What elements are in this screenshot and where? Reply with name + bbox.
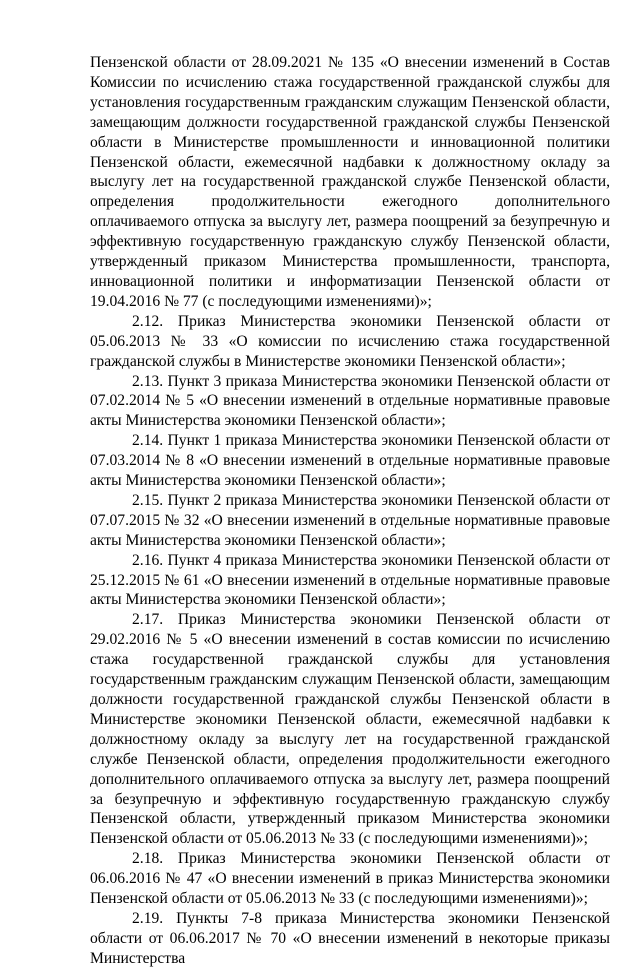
paragraph-continuation: Пензенской области от 28.09.2021 № 135 «О внесении изменений в Состав Комиссии по исчислению стажа государственной гражданской службы для установления государственным гражданским служащим Пензенской области, замещающим должности государственной гражданской службы Пензенской области в Министерстве промышленности и инновационной политики Пензенской области, ежемесячной надбавки к должностному окладу за выслугу лет на государственной гражданской службе Пензенской области, определения продолжительности ежегодного дополнительного оплачиваемого отпуска за выслугу лет, размера поощрений за безупречную и эффективную государственную гражданскую службу Пензенской области, утвержденный приказом Министерства промышленности, транспорта, инновационной политики и информатизации Пензенской области от 19.04.2016 № 77 (с последующими изменениями)»; [90,54,610,310]
document-page [90,53,610,969]
paragraph-2-19: 2.19. Пункты 7-8 приказа Министерства экономики Пензенской области от 06.06.2017 № 70 «О внесении изменений в некоторые приказы Министерства [90,909,610,967]
paragraph-2-18: 2.18. Приказ Министерства экономики Пензенской области от 06.06.2016 № 47 «О внесении изменений в приказ Министерства экономики Пензенской области от 05.06.2013 № 33 (с последующими изменениями)»; [90,850,610,908]
paragraph-2-17: 2.17. Приказ Министерства экономики Пензенской области от 29.02.2016 № 5 «О внесении изменений в состав комиссии по исчислению стажа государственной гражданской службы для установления государственным гражданским служащим Пензенской области, замещающим должности государственной гражданской службы Пензенской области в Министерстве экономики Пензенской области, ежемесячной надбавки к должностному окладу за выслугу лет на государственной гражданской службе Пензенской области, определения продолжительности ежегодного дополнительного оплачиваемого отпуска за выслугу лет, размера поощрений за безупречную и эффективную государственную гражданскую службу Пензенской области, утвержденный приказом Министерства экономики Пензенской области от 05.06.2013 № 33 (с последующими изменениями)»; [90,611,610,848]
paragraph-2-14: 2.14. Пункт 1 приказа Министерства экономики Пензенской области от 07.03.2014 № 8 «О внесении изменений в отдельные нормативные правовые акты Министерства экономики Пензенской области»; [90,432,610,490]
paragraph-2-13: 2.13. Пункт 3 приказа Министерства экономики Пензенской области от 07.02.2014 № 5 «О внесении изменений в отдельные нормативные правовые акты Министерства экономики Пензенской области»; [90,372,610,430]
paragraph-2-12: 2.12. Приказ Министерства экономики Пензенской области от 05.06.2013 № 33 «О комиссии по исчислению стажа государственной гражданской службы в Министерстве экономики Пензенской области»; [90,312,610,370]
paragraph-2-16: 2.16. Пункт 4 приказа Министерства экономики Пензенской области от 25.12.2015 № 61 «О внесении изменений в отдельные нормативные правовые акты Министерства экономики Пензенской области»; [90,551,610,609]
paragraph-2-15: 2.15. Пункт 2 приказа Министерства экономики Пензенской области от 07.07.2015 № 32 «О внесении изменений в отдельные нормативные правовые акты Министерства экономики Пензенской области»; [90,491,610,549]
